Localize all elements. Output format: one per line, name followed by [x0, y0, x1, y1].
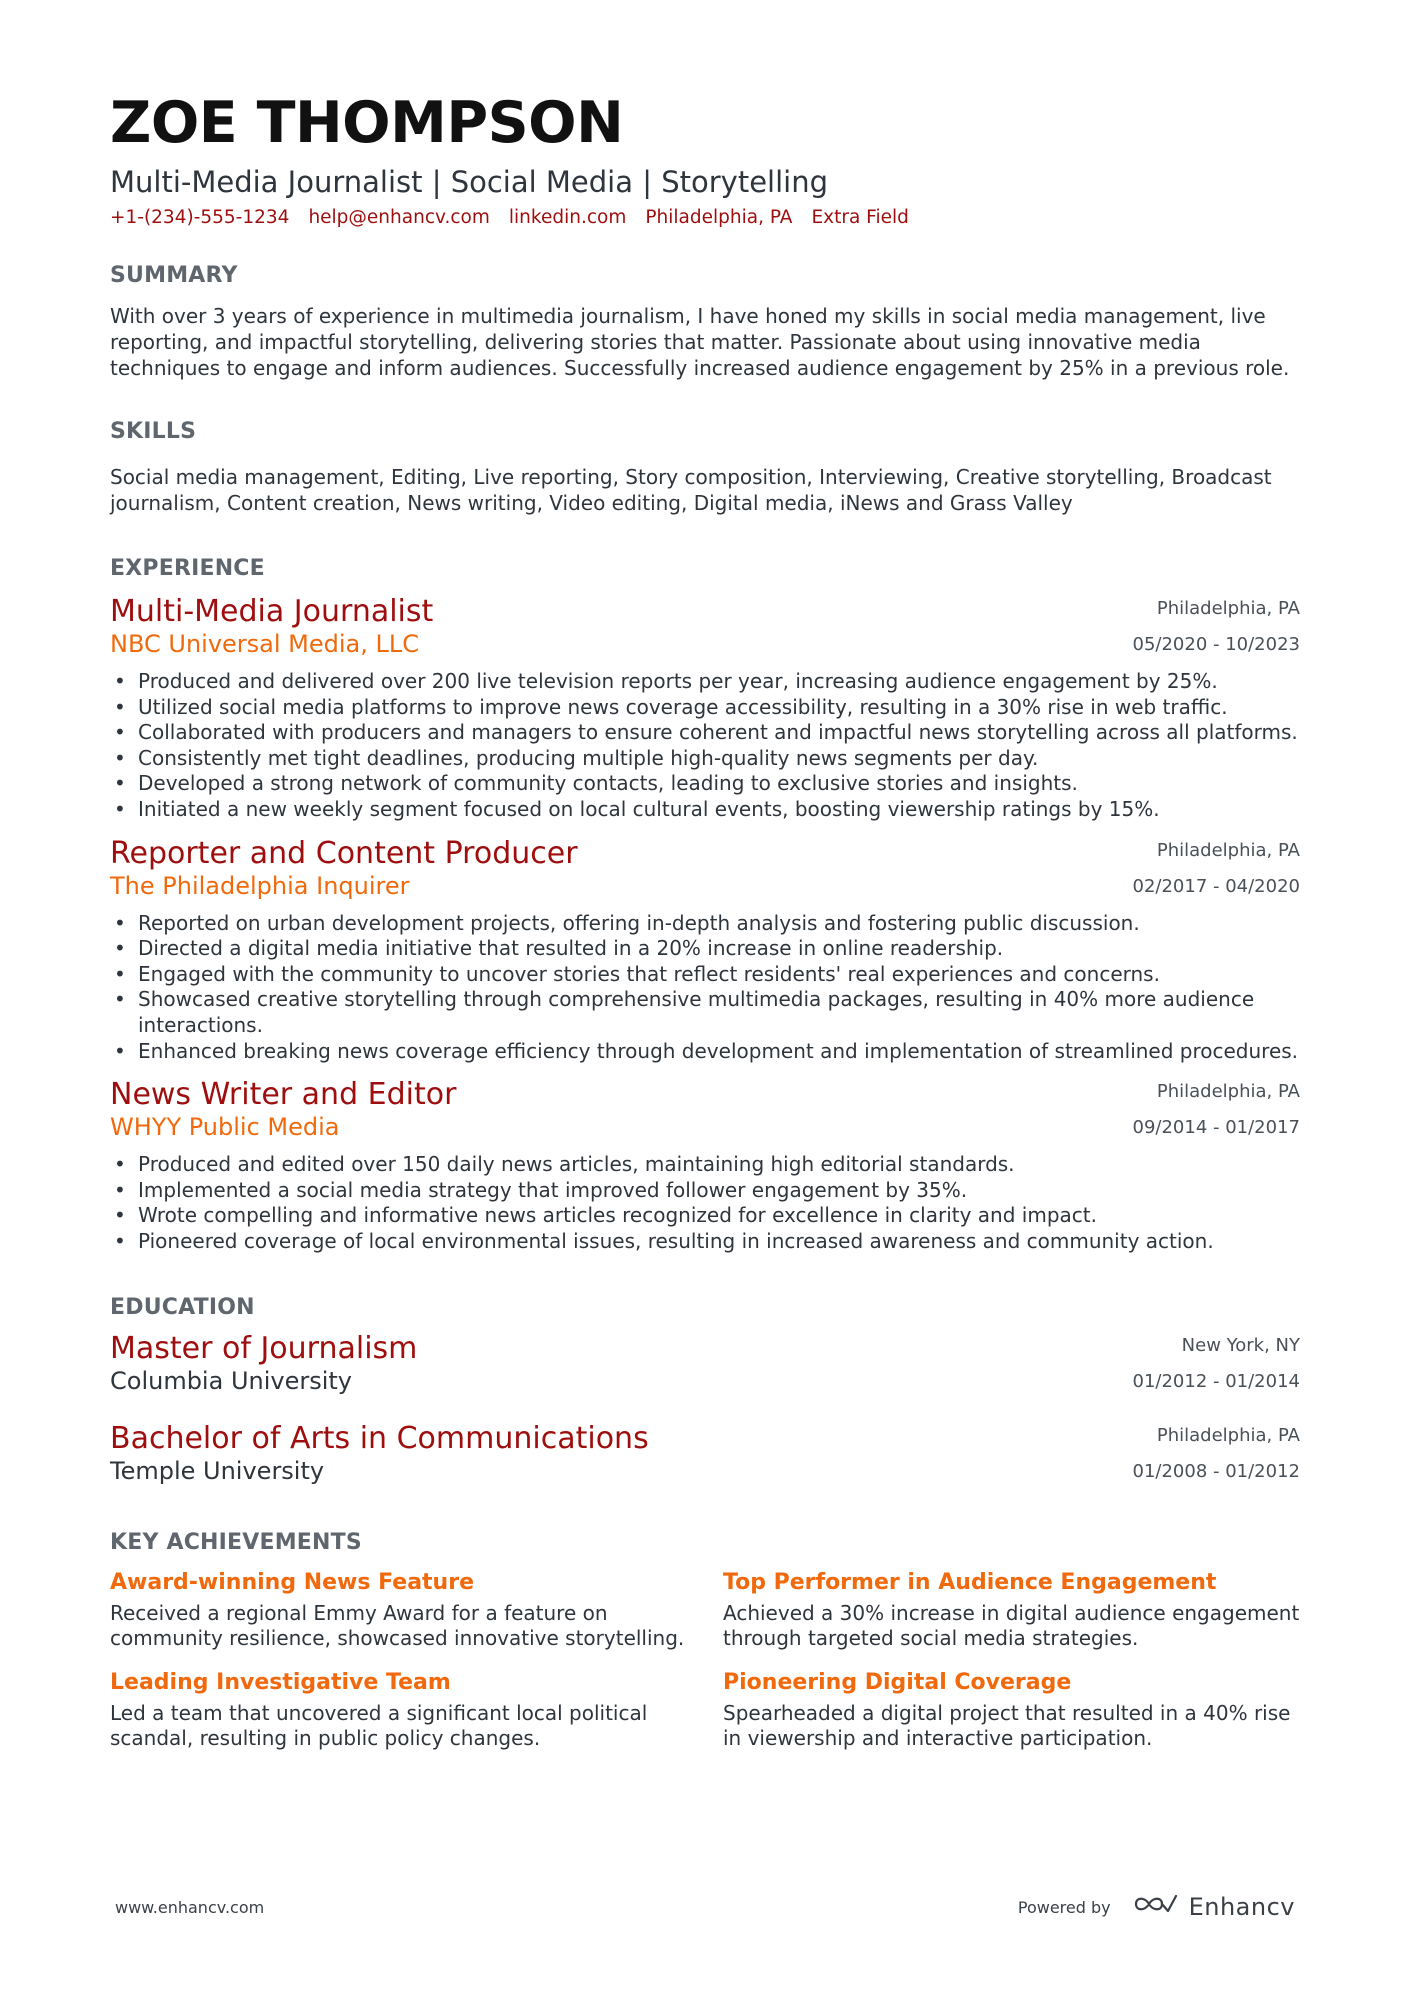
contact-extra-field: Extra Field: [811, 207, 909, 228]
powered-by-label: Powered by: [1017, 1897, 1111, 1917]
education-dates: 01/2008 - 01/2012: [1132, 1460, 1300, 1482]
education-location: New York, NY: [1181, 1334, 1300, 1356]
job-bullet: • Produced and edited over 150 daily news articles, maintaining high editorial standards.: [110, 1152, 1300, 1178]
achievement-description: Achieved a 30% increase in digital audience engagement through targeted social media strategies.: [723, 1600, 1300, 1650]
page-footer: [115, 1892, 1295, 1922]
enhancv-logo-icon: [1133, 1892, 1179, 1922]
job-bullet-list: [110, 911, 1300, 1065]
section-title-skills: SKILLS: [110, 419, 197, 444]
job-title: News Writer and Editor: [110, 1077, 457, 1113]
job-location: Philadelphia, PA: [1156, 1081, 1300, 1103]
job-dates: 02/2017 - 04/2020: [1132, 875, 1300, 897]
job-bullet: • Implemented a social media strategy that improved follower engagement by 35%.: [110, 1178, 1300, 1204]
degree-title: Bachelor of Arts in Communications: [110, 1420, 649, 1456]
school-name: Columbia University: [110, 1366, 353, 1395]
job-bullet: • Showcased creative storytelling through comprehensive multimedia packages, resulting in 40% more audience interactions.: [110, 987, 1300, 1038]
job-company: The Philadelphia Inquirer: [110, 871, 410, 900]
school-name: Temple University: [110, 1456, 325, 1485]
job-bullet: • Initiated a new weekly segment focused on local cultural events, boosting viewership ratings by 15%.: [110, 797, 1300, 823]
section-title-education: EDUCATION: [110, 1294, 255, 1320]
education-section: [110, 1295, 1300, 1490]
education-location: Philadelphia, PA: [1156, 1424, 1300, 1446]
experience-section: [110, 556, 1300, 1255]
achievement-item: [723, 1669, 1300, 1751]
skills-text: Social media management, Editing, Live reporting, Story composition, Interviewing, Creative storytelling, Broadcast journalism, Content creation, News writing, Video editing, Digital media, iNews and Grass Valley: [110, 465, 1272, 515]
brand-name: Enhancv: [1188, 1893, 1295, 1921]
education-dates: 01/2012 - 01/2014: [1132, 1370, 1300, 1392]
degree-title: Master of Journalism: [110, 1330, 418, 1366]
education-entry: [110, 1422, 1300, 1490]
job-bullet: • Engaged with the community to uncover stories that reflect residents' real experiences and concerns.: [110, 962, 1300, 988]
contact-phone[interactable]: +1-(234)-555-1234: [110, 207, 290, 228]
achievement-title: Pioneering Digital Coverage: [723, 1669, 1072, 1695]
achievement-description: Spearheaded a digital project that resulted in a 40% rise in viewership and interactive participation.: [723, 1700, 1291, 1750]
footer-url[interactable]: www.enhancv.com: [115, 1897, 265, 1917]
skills-section: [110, 419, 1300, 516]
job-dates: 05/2020 - 10/2023: [1132, 634, 1300, 655]
job-bullet: • Consistently met tight deadlines, producing multiple high-quality news segments per day.: [110, 746, 1300, 772]
achievement-title: Top Performer in Audience Engagement: [723, 1569, 1217, 1595]
achievement-description: Led a team that uncovered a significant local political scandal, resulting in public policy changes.: [110, 1700, 648, 1750]
brand-logo[interactable]: [1133, 1892, 1295, 1922]
job-dates: 09/2014 - 01/2017: [1132, 1117, 1300, 1139]
job-bullet-list: [110, 669, 1300, 823]
candidate-tagline: Multi-Media Journalist | Social Media | Storytelling: [110, 165, 828, 199]
contact-list: [110, 207, 1300, 228]
job-location: Philadelphia, PA: [1156, 839, 1300, 861]
section-title-experience: EXPERIENCE: [110, 556, 265, 581]
contact-email[interactable]: help@enhancv.com: [308, 207, 490, 228]
experience-entry: [110, 837, 1300, 1065]
job-location: Philadelphia, PA: [1156, 598, 1300, 619]
resume-header: [110, 90, 1300, 228]
achievement-title: Award-winning News Feature: [110, 1569, 474, 1595]
job-bullet: • Developed a strong network of community contacts, leading to exclusive stories and insights.: [110, 771, 1300, 797]
job-company: NBC Universal Media, LLC: [110, 630, 420, 658]
achievement-description: Received a regional Emmy Award for a feature on community resilience, showcased innovative storytelling.: [110, 1600, 685, 1650]
contact-location: Philadelphia, PA: [645, 207, 793, 228]
job-bullet: • Reported on urban development projects, offering in-depth analysis and fostering public discussion.: [110, 911, 1300, 937]
job-bullet: • Utilized social media platforms to improve news coverage accessibility, resulting in a 30% rise in web traffic.: [110, 695, 1300, 721]
summary-text: With over 3 years of experience in multimedia journalism, I have honed my skills in social media management, live reporting, and impactful storytelling, delivering stories that matter. Passionate about using innovative media techniques to engage and inform audiences. Successfully increased audience engagement by 25% in a previous role.: [110, 304, 1290, 380]
powered-by: [1018, 1892, 1295, 1922]
achievements-section: [110, 1530, 1300, 1751]
candidate-name: ZOE THOMPSON: [110, 90, 624, 156]
summary-section: [110, 263, 1300, 381]
job-bullet: • Enhanced breaking news coverage efficiency through development and implementation of streamlined procedures.: [110, 1039, 1300, 1065]
job-title: Reporter and Content Producer: [110, 835, 578, 871]
contact-linkedin[interactable]: linkedin.com: [508, 207, 627, 228]
job-bullet-list: [110, 1152, 1300, 1254]
job-title: Multi-Media Journalist: [110, 594, 434, 629]
achievement-item: [110, 1569, 687, 1651]
section-title-summary: SUMMARY: [110, 263, 238, 288]
job-bullet: • Pioneered coverage of local environmental issues, resulting in increased awareness and community action.: [110, 1229, 1300, 1255]
job-bullet: • Wrote compelling and informative news articles recognized for excellence in clarity and impact.: [110, 1203, 1300, 1229]
achievements-grid: [110, 1569, 1300, 1751]
job-bullet: • Directed a digital media initiative that resulted in a 20% increase in online readership.: [110, 936, 1300, 962]
education-entry: [110, 1332, 1300, 1400]
achievement-title: Leading Investigative Team: [110, 1669, 451, 1695]
achievement-item: [723, 1569, 1300, 1651]
achievement-item: [110, 1669, 687, 1751]
job-bullet: • Produced and delivered over 200 live television reports per year, increasing audience engagement by 25%.: [110, 669, 1300, 695]
job-bullet: • Collaborated with producers and managers to ensure coherent and impactful news storytelling across all platforms.: [110, 720, 1300, 746]
experience-entry: [110, 595, 1300, 823]
experience-entry: [110, 1078, 1300, 1254]
section-title-achievements: KEY ACHIEVEMENTS: [110, 1529, 362, 1555]
job-company: WHYY Public Media: [110, 1113, 340, 1142]
